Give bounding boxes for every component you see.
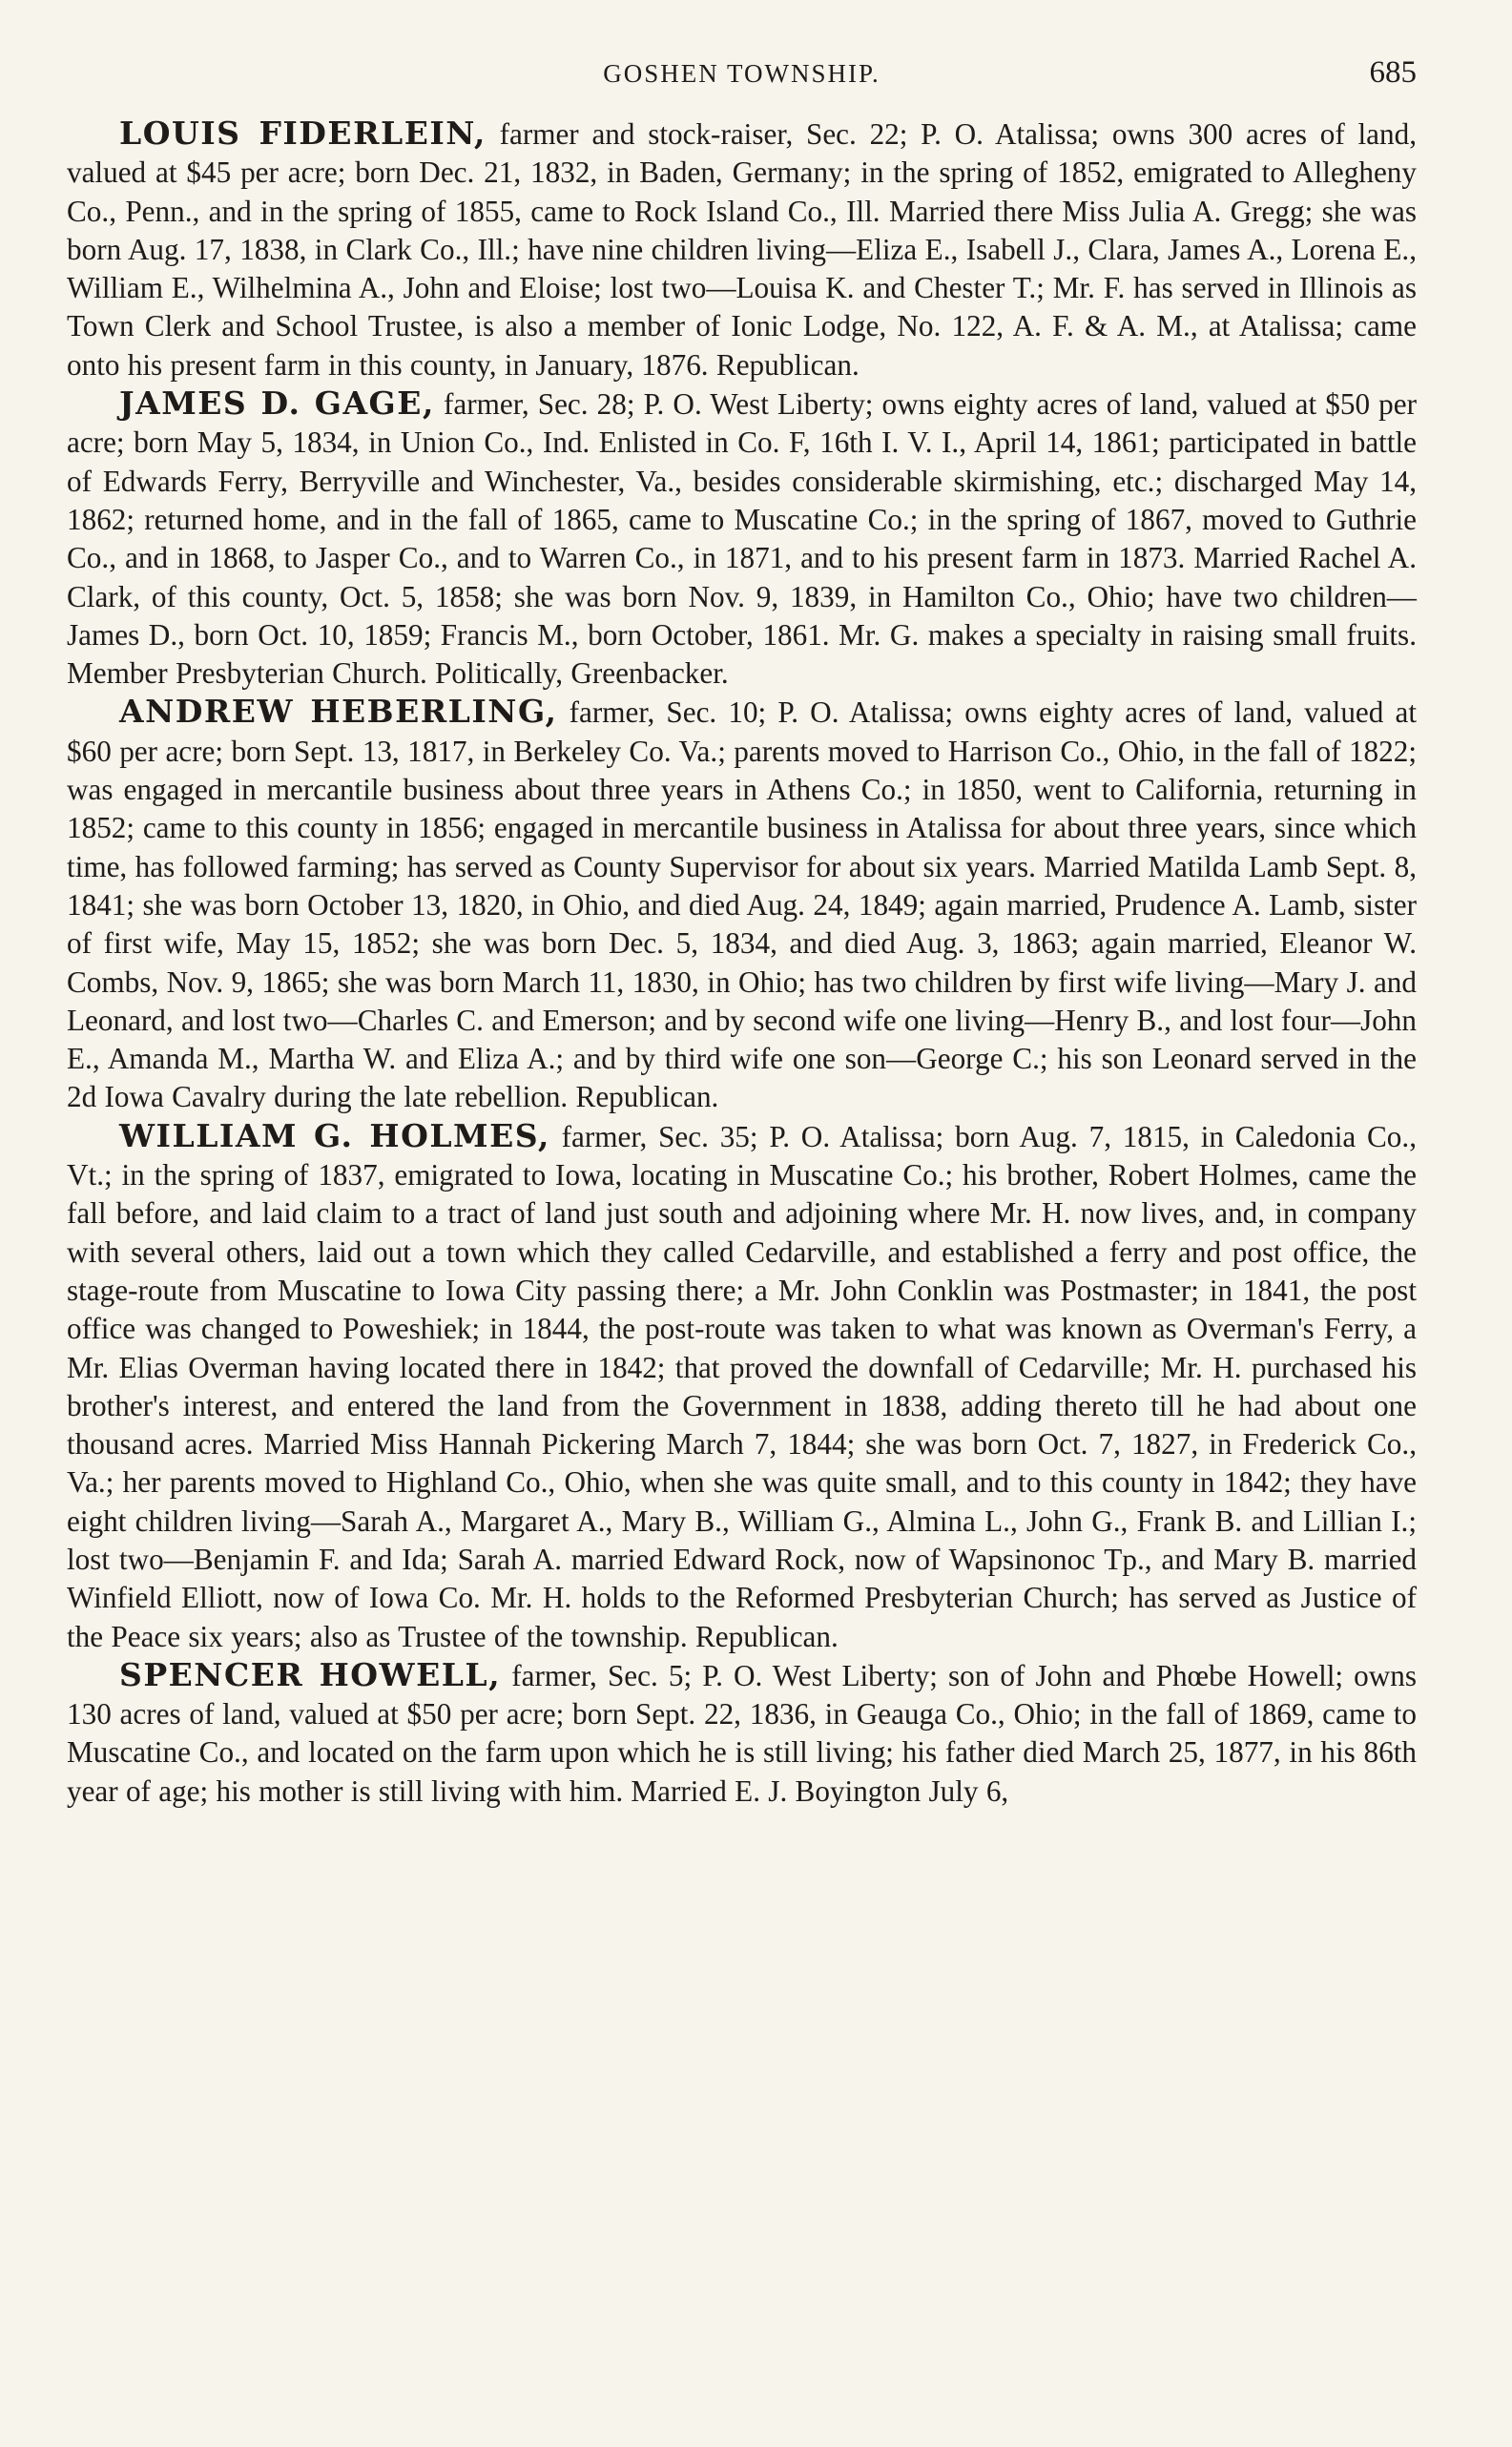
biography-entry-gage	[67, 384, 1417, 693]
entry-name: WILLIAM G. HOLMES,	[119, 1116, 550, 1154]
biography-entry-howell	[67, 1656, 1417, 1811]
entry-text: farmer, Sec. 10; P. O. Atalissa; owns eighty acres of land, valued at $60 per acre; born Sept. 13, 1817, in Berkeley Co. Va.; parents moved to Harrison Co., Ohio, in the fall of 1822; was engaged in mercantile business about three years in Athens Co.; in 1850, went to California, returning in 1852; came to this county in 1856; engaged in mercantile business in Atalissa for about three years, since which time, has followed farming; has served as County Supervisor for about six years. Married Matilda Lamb Sept. 8, 1841; she was born October 13, 1820, in Ohio, and died Aug. 24, 1849; again married, Prudence A. Lamb, sister of first wife, May 15, 1852; she was born Dec. 5, 1834, and died Aug. 3, 1863; again married, Eleanor W. Combs, Nov. 9, 1865; she was born March 11, 1830, in Ohio; has two children by first wife living—Mary J. and Leonard, and lost two—Charles C. and Emerson; and by second wife one living—Henry B., and lost four—John E., Amanda M., Martha W. and Eliza A.; and by third wife one son—George C.; his son Leonard served in the 2d Iowa Cavalry during the late rebellion. Republican.	[67, 695, 1417, 1114]
page-number: 685	[1369, 55, 1417, 90]
biography-entries	[67, 114, 1417, 1811]
entry-text: farmer and stock-raiser, Sec. 22; P. O. Atalissa; owns 300 acres of land, valued at $45 per acre; born Dec. 21, 1832, in Baden, Germany; in the spring of 1852, emigrated to Allegheny Co., Penn., and in the spring of 1855, came to Rock Island Co., Ill. Married there Miss Julia A. Gregg; she was born Aug. 17, 1838, in Clark Co., Ill.; have nine children living—Eliza E., Isabell J., Clara, James A., Lorena E., William E., Wilhelmina A., John and Eloise; lost two—Louisa K. and Chester T.; Mr. F. has served in Illinois as Town Clerk and School Trustee, is also a member of Ionic Lodge, No. 122, A. F. & A. M., at Atalissa; came onto his present farm in this county, in January, 1876. Republican.	[67, 117, 1417, 382]
entry-name: LOUIS FIDERLEIN,	[119, 114, 487, 152]
entry-text: farmer, Sec. 35; P. O. Atalissa; born Aug. 7, 1815, in Caledonia Co., Vt.; in the spring of 1837, emigrated to Iowa, locating in Muscatine Co.; his brother, Robert Holmes, came the fall before, and laid claim to a tract of land just south and adjoining where Mr. H. now lives, and, in company with several others, laid out a town which they called Cedarville, and established a ferry and post office, the stage-route from Muscatine to Iowa City passing there; a Mr. John Conklin was Postmaster; in 1841, the post office was changed to Poweshiek; in 1844, the post-route was taken to what was known as Overman's Ferry, a Mr. Elias Overman having located there in 1842; that proved the downfall of Cedarville; Mr. H. purchased his brother's interest, and entered the land from the Government in 1838, adding thereto till he had about one thousand acres. Married Miss Hannah Pickering March 7, 1844; she was born Oct. 7, 1827, in Frederick Co., Va.; her parents moved to Highland Co., Ohio, when she was quite small, and to this county in 1842; they have eight children living—Sarah A., Margaret A., Mary B., William G., Almina L., John G., Frank B. and Lillian I.; lost two—Benjamin F. and Ida; Sarah A. married Edward Rock, now of Wapsinonoc Tp., and Mary B. married Winfield Elliott, now of Iowa Co. Mr. H. holds to the Reformed Presbyterian Church; has served as Justice of the Peace six years; also as Trustee of the township. Republican.	[67, 1119, 1417, 1653]
running-title: GOSHEN TOWNSHIP.	[603, 59, 880, 88]
entry-text: farmer, Sec. 5; P. O. West Liberty; son of John and Phœbe Howell; owns 130 acres of land, valued at $50 per acre; born Sept. 22, 1836, in Geauga Co., Ohio; in the fall of 1869, came to Muscatine Co., and located on the farm upon which he is still living; his father died March 25, 1877, in his 86th year of age; his mother is still living with him. Married E. J. Boyington July 6,	[67, 1658, 1417, 1808]
entry-name: SPENCER HOWELL,	[119, 1655, 502, 1693]
entry-name: ANDREW HEBERLING,	[119, 693, 558, 731]
entry-text: farmer, Sec. 28; P. O. West Liberty; owns eighty acres of land, valued at $50 per acre; born May 5, 1834, in Union Co., Ind. Enlisted in Co. F, 16th I. V. I., April 14, 1861; participated in battle of Edwards Ferry, Berryville and Winchester, Va., besides considerable skirmishing, etc.; discharged May 14, 1862; returned home, and in the fall of 1865, came to Muscatine Co.; in the spring of 1867, moved to Guthrie Co., and in 1868, to Jasper Co., and to Warren Co., in 1871, and to his present farm in 1873. Married Rachel A. Clark, of this county, Oct. 5, 1858; she was born Nov. 9, 1839, in Hamilton Co., Ohio; have two children—James D., born Oct. 10, 1859; Francis M., born October, 1861. Mr. G. makes a specialty in raising small fruits. Member Presbyterian Church. Politically, Greenbacker.	[67, 387, 1417, 691]
biography-entry-heberling	[67, 693, 1417, 1116]
entry-name: JAMES D. GAGE,	[119, 384, 435, 423]
running-header	[67, 55, 1417, 101]
biography-entry-holmes	[67, 1117, 1417, 1656]
biography-entry-fiderlein	[67, 114, 1417, 384]
